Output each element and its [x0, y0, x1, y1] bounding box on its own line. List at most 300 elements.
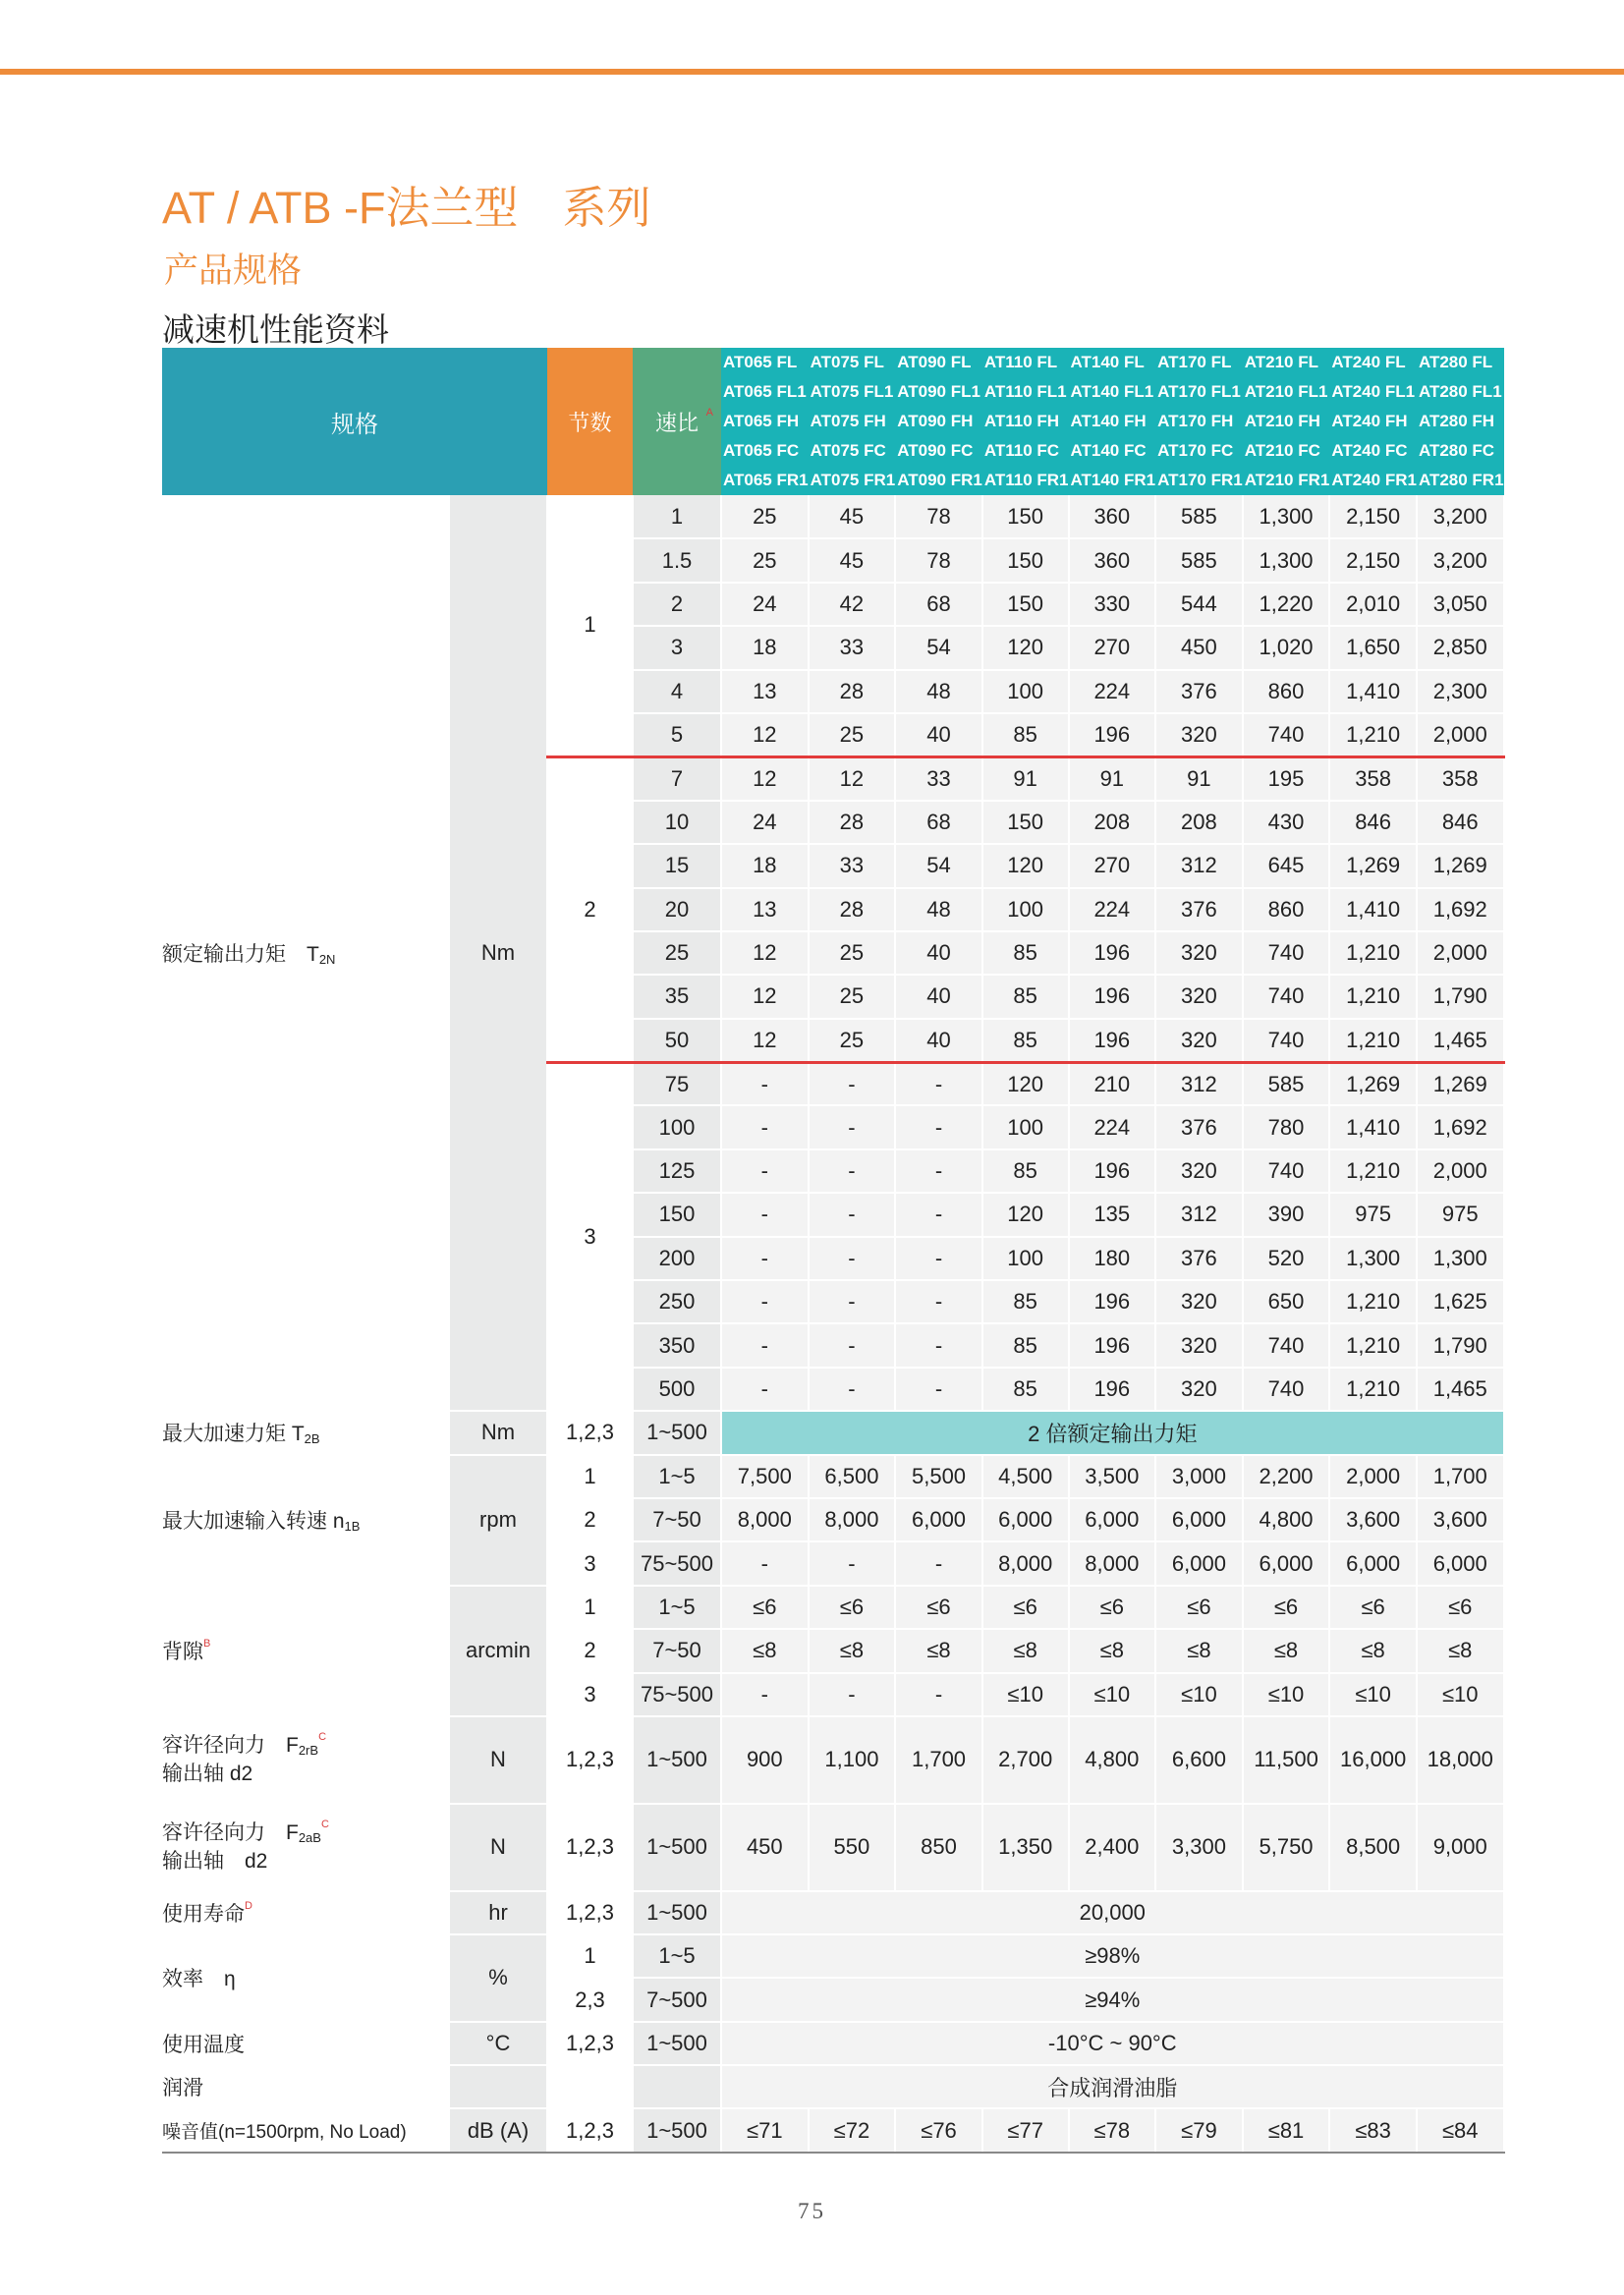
data-cell: 2,000	[1417, 713, 1504, 756]
table-body	[162, 495, 1504, 2153]
data-cell: 150	[982, 801, 1069, 844]
header-model-column	[1069, 348, 1156, 495]
stage-cell: 2,3	[547, 1978, 633, 2021]
data-cell: 208	[1155, 801, 1243, 844]
data-cell: 68	[895, 583, 982, 626]
data-cell: 91	[1069, 756, 1156, 800]
efficiency-value: ≥94%	[721, 1978, 1504, 2021]
data-cell: 12	[809, 756, 896, 800]
data-cell: 85	[982, 1280, 1069, 1323]
accel-torque-unit: Nm	[449, 1411, 547, 1454]
data-cell: 78	[895, 538, 982, 582]
model-name: AT075 FC	[810, 441, 886, 460]
data-cell: 860	[1243, 670, 1330, 713]
accel-torque-text: 最大加速力矩 T	[162, 1423, 305, 1446]
header-ratio-label: 速比	[654, 410, 699, 435]
data-cell: 320	[1155, 1149, 1243, 1193]
table-header	[162, 348, 1504, 495]
data-cell: ≤6	[1155, 1586, 1243, 1629]
ratio-cell: 75	[633, 1062, 721, 1105]
radial_force-ratio: 1~500	[633, 1716, 721, 1804]
data-cell: 5,750	[1243, 1804, 1330, 1891]
model-name: AT065 FH	[723, 412, 800, 430]
data-cell: 312	[1155, 1062, 1243, 1105]
header-model-column	[1417, 348, 1504, 495]
data-cell: 450	[1155, 626, 1243, 669]
data-cell: -	[721, 1323, 809, 1367]
data-cell: 1,269	[1329, 1062, 1417, 1105]
data-cell: ≤8	[982, 1629, 1069, 1672]
data-cell: -	[809, 1149, 896, 1193]
backlash-text: 背隙	[162, 1641, 203, 1664]
data-cell: 42	[809, 583, 896, 626]
model-name: AT140 FH	[1070, 412, 1147, 430]
accel-torque-value: 2 倍额定输出力矩	[721, 1411, 1504, 1454]
data-cell: -	[895, 1105, 982, 1148]
data-cell: 195	[1243, 756, 1330, 800]
model-name: AT280 FL1	[1418, 382, 1502, 401]
data-cell: 1,700	[895, 1716, 982, 1804]
data-cell: ≤6	[809, 1586, 896, 1629]
temperature-unit: °C	[449, 2022, 547, 2065]
data-cell: 1,410	[1329, 670, 1417, 713]
axial-force-label	[162, 1804, 449, 1891]
data-cell: 320	[1155, 1368, 1243, 1411]
life-mark: D	[245, 1899, 252, 1912]
data-cell: 100	[982, 1237, 1069, 1280]
lubrication-stage	[547, 2065, 633, 2108]
data-cell: 4,500	[982, 1455, 1069, 1498]
data-cell: 645	[1243, 844, 1330, 887]
input-speed-unit: rpm	[449, 1455, 547, 1586]
data-cell: 8,000	[982, 1541, 1069, 1585]
data-cell: 196	[1069, 931, 1156, 975]
data-cell: 1,210	[1329, 975, 1417, 1018]
data-cell: 1,210	[1329, 1149, 1417, 1193]
backlash-unit: arcmin	[449, 1586, 547, 1716]
data-cell: 16,000	[1329, 1716, 1417, 1804]
life-text: 使用寿命	[162, 1902, 245, 1926]
noise-unit: dB (A)	[449, 2108, 547, 2152]
data-cell: 430	[1243, 801, 1330, 844]
model-name: AT140 FC	[1070, 441, 1147, 460]
data-cell: 450	[721, 1804, 809, 1891]
data-cell: ≤6	[1329, 1586, 1417, 1629]
model-name: AT090 FL	[897, 353, 972, 371]
ratio-cell: 7~500	[633, 1978, 721, 2021]
data-cell: -	[809, 1673, 896, 1716]
data-cell: 120	[982, 626, 1069, 669]
data-cell: 780	[1243, 1105, 1330, 1148]
data-cell: ≤77	[982, 2108, 1069, 2152]
model-name: AT075 FL1	[810, 382, 894, 401]
model-name: AT075 FR1	[810, 471, 896, 489]
model-name: AT280 FL	[1418, 353, 1493, 371]
model-name: AT110 FL1	[983, 382, 1067, 401]
efficiency-label: 效率 η	[162, 1934, 449, 2022]
data-cell: 1,269	[1417, 844, 1504, 887]
data-cell: 1,210	[1329, 1368, 1417, 1411]
data-cell: 975	[1417, 1193, 1504, 1236]
accel-torque-stage: 1,2,3	[547, 1411, 633, 1454]
header-model-column	[721, 348, 809, 495]
data-cell: 5,500	[895, 1455, 982, 1498]
model-name: AT240 FC	[1331, 441, 1408, 460]
data-cell: 12	[721, 756, 809, 800]
data-cell: 180	[1069, 1237, 1156, 1280]
data-cell: 1,100	[809, 1716, 896, 1804]
data-cell: 358	[1417, 756, 1504, 800]
model-name: AT280 FH	[1418, 412, 1495, 430]
data-cell: ≤6	[721, 1586, 809, 1629]
axial_force-shaft: 输出轴 d2	[162, 1849, 268, 1873]
data-cell: 376	[1155, 1237, 1243, 1280]
data-cell: 120	[982, 1062, 1069, 1105]
data-cell: 224	[1069, 1105, 1156, 1148]
header-ratio	[633, 348, 721, 495]
data-cell: 2,300	[1417, 670, 1504, 713]
data-cell: 25	[809, 1019, 896, 1062]
data-cell: 13	[721, 670, 809, 713]
data-cell: ≤79	[1155, 2108, 1243, 2152]
lubrication-label: 润滑	[162, 2065, 449, 2108]
stage-cell: 2	[547, 1498, 633, 1541]
rated-torque-label	[162, 495, 449, 1411]
data-cell: 1,269	[1417, 1062, 1504, 1105]
data-cell: 900	[721, 1716, 809, 1804]
data-cell: 2,400	[1069, 1804, 1156, 1891]
ratio-cell: 4	[633, 670, 721, 713]
data-cell: 3,050	[1417, 583, 1504, 626]
data-cell: -	[809, 1368, 896, 1411]
data-cell: ≤6	[1069, 1586, 1156, 1629]
data-cell: 33	[809, 626, 896, 669]
data-cell: 2,010	[1329, 583, 1417, 626]
data-cell: -	[895, 1280, 982, 1323]
data-cell: -	[895, 1062, 982, 1105]
data-cell: 740	[1243, 931, 1330, 975]
data-cell: 28	[809, 801, 896, 844]
data-cell: ≤8	[1155, 1629, 1243, 1672]
data-cell: 196	[1069, 975, 1156, 1018]
stage-cell: 3	[547, 1062, 633, 1411]
data-cell: 85	[982, 931, 1069, 975]
data-cell: -	[895, 1193, 982, 1236]
data-cell: 196	[1069, 1280, 1156, 1323]
data-cell: -	[895, 1323, 982, 1367]
data-cell: 1,210	[1329, 931, 1417, 975]
data-cell: ≤76	[895, 2108, 982, 2152]
model-name: AT110 FL	[983, 353, 1058, 371]
header-model-column	[982, 348, 1069, 495]
input-speed-text: 最大加速输入转速	[162, 1510, 327, 1534]
ratio-cell: 2	[633, 583, 721, 626]
data-cell: 33	[895, 756, 982, 800]
data-cell: 550	[809, 1804, 896, 1891]
model-name: AT210 FL	[1244, 353, 1318, 371]
ratio-cell: 1.5	[633, 538, 721, 582]
data-cell: 1,692	[1417, 888, 1504, 931]
data-cell: 2,850	[1417, 626, 1504, 669]
data-cell: 91	[1155, 756, 1243, 800]
ratio-cell: 200	[633, 1237, 721, 1280]
data-cell: ≤8	[721, 1629, 809, 1672]
efficiency-unit: %	[449, 1934, 547, 2022]
data-cell: 1,269	[1329, 844, 1417, 887]
data-cell: 100	[982, 1105, 1069, 1148]
data-cell: -	[721, 1105, 809, 1148]
model-name: AT110 FH	[983, 412, 1060, 430]
data-cell: 1,410	[1329, 1105, 1417, 1148]
data-cell: 100	[982, 888, 1069, 931]
data-cell: 91	[982, 756, 1069, 800]
ratio-cell: 1~5	[633, 1586, 721, 1629]
data-cell: 48	[895, 888, 982, 931]
accel-torque-ratio: 1~500	[633, 1411, 721, 1454]
data-cell: 390	[1243, 1193, 1330, 1236]
data-cell: 2,000	[1329, 1455, 1417, 1498]
data-cell: 270	[1069, 626, 1156, 669]
data-cell: 1,650	[1329, 626, 1417, 669]
data-cell: 1,020	[1243, 626, 1330, 669]
data-cell: 18,000	[1417, 1716, 1504, 1804]
page-number: 75	[798, 2199, 826, 2223]
top-accent-line	[0, 69, 1624, 75]
ratio-cell: 15	[633, 844, 721, 887]
model-name: AT075 FL	[810, 353, 884, 371]
model-name: AT170 FC	[1157, 441, 1234, 460]
data-cell: 9,000	[1417, 1804, 1504, 1891]
data-cell: 312	[1155, 844, 1243, 887]
page-subtitle: 产品规格	[164, 252, 303, 290]
data-cell: 6,000	[1243, 1541, 1330, 1585]
data-cell: 860	[1243, 888, 1330, 931]
data-cell: 54	[895, 626, 982, 669]
data-cell: 100	[982, 670, 1069, 713]
data-cell: ≤8	[1329, 1629, 1417, 1672]
header-model-column	[809, 348, 896, 495]
data-cell: -	[895, 1368, 982, 1411]
data-cell: 320	[1155, 931, 1243, 975]
ratio-cell: 7~50	[633, 1498, 721, 1541]
model-name: AT240 FR1	[1331, 471, 1417, 489]
data-cell: -	[895, 1673, 982, 1716]
stage-cell: 3	[547, 1673, 633, 1716]
data-cell: 6,000	[1069, 1498, 1156, 1541]
data-cell: -	[721, 1368, 809, 1411]
ratio-cell: 350	[633, 1323, 721, 1367]
data-cell: 3,600	[1417, 1498, 1504, 1541]
data-cell: 18	[721, 844, 809, 887]
data-cell: 1,220	[1243, 583, 1330, 626]
data-cell: 120	[982, 1193, 1069, 1236]
noise-stage: 1,2,3	[547, 2108, 633, 2152]
data-cell: 740	[1243, 1019, 1330, 1062]
temperature-stage: 1,2,3	[547, 2022, 633, 2065]
data-cell: ≤6	[895, 1586, 982, 1629]
radial-force-label	[162, 1716, 449, 1804]
data-cell: ≤8	[895, 1629, 982, 1672]
data-cell: 196	[1069, 1149, 1156, 1193]
data-cell: -	[809, 1280, 896, 1323]
life-label	[162, 1891, 449, 1934]
data-cell: 1,300	[1243, 538, 1330, 582]
data-cell: 2,150	[1329, 538, 1417, 582]
data-cell: ≤8	[1243, 1629, 1330, 1672]
data-cell: 68	[895, 801, 982, 844]
model-name: AT210 FC	[1244, 441, 1320, 460]
data-cell: 196	[1069, 1323, 1156, 1367]
data-cell: 1,625	[1417, 1280, 1504, 1323]
efficiency-value: ≥98%	[721, 1934, 1504, 1978]
data-cell: 3,200	[1417, 538, 1504, 582]
noise-ratio: 1~500	[633, 2108, 721, 2152]
data-cell: 270	[1069, 844, 1156, 887]
data-cell: 1,465	[1417, 1019, 1504, 1062]
data-cell: 6,000	[982, 1498, 1069, 1541]
data-cell: ≤10	[982, 1673, 1069, 1716]
radial_force-sub: 2rB	[298, 1742, 319, 1758]
data-cell: 2,000	[1417, 931, 1504, 975]
stage-cell: 1	[547, 1455, 633, 1498]
data-cell: -	[721, 1237, 809, 1280]
model-name: AT065 FL	[723, 353, 798, 371]
data-cell: 6,000	[1155, 1498, 1243, 1541]
header-model-column	[895, 348, 982, 495]
model-name: AT210 FL1	[1244, 382, 1328, 401]
data-cell: 1,210	[1329, 1280, 1417, 1323]
data-cell: 85	[982, 1019, 1069, 1062]
data-cell: 740	[1243, 1368, 1330, 1411]
lubrication-value: 合成润滑油脂	[721, 2065, 1504, 2108]
data-cell: 7,500	[721, 1455, 809, 1498]
axial_force-stage: 1,2,3	[547, 1804, 633, 1891]
stage-cell: 2	[547, 1629, 633, 1672]
data-cell: 150	[982, 583, 1069, 626]
data-cell: 3,000	[1155, 1455, 1243, 1498]
data-cell: 40	[895, 931, 982, 975]
data-cell: 120	[982, 844, 1069, 887]
data-cell: ≤10	[1329, 1673, 1417, 1716]
model-name: AT170 FH	[1157, 412, 1234, 430]
data-cell: 78	[895, 495, 982, 538]
data-cell: ≤84	[1417, 2108, 1504, 2152]
life-stage: 1,2,3	[547, 1891, 633, 1934]
ratio-cell: 5	[633, 713, 721, 756]
data-cell: 4,800	[1243, 1498, 1330, 1541]
lubrication-unit	[449, 2065, 547, 2108]
ratio-cell: 125	[633, 1149, 721, 1193]
data-cell: 376	[1155, 1105, 1243, 1148]
stage-cell: 2	[547, 756, 633, 1062]
data-cell: 54	[895, 844, 982, 887]
data-cell: -	[809, 1541, 896, 1585]
ratio-cell: 10	[633, 801, 721, 844]
data-cell: 12	[721, 1019, 809, 1062]
data-cell: 24	[721, 583, 809, 626]
data-cell: 85	[982, 1149, 1069, 1193]
data-cell: 85	[982, 1323, 1069, 1367]
data-cell: -	[721, 1280, 809, 1323]
data-cell: ≤71	[721, 2108, 809, 2152]
data-cell: 85	[982, 713, 1069, 756]
data-cell: 48	[895, 670, 982, 713]
model-name: AT075 FH	[810, 412, 886, 430]
temperature-ratio: 1~500	[633, 2022, 721, 2065]
model-name: AT280 FR1	[1418, 471, 1504, 489]
data-cell: 13	[721, 888, 809, 931]
data-cell: 25	[721, 538, 809, 582]
ratio-cell: 500	[633, 1368, 721, 1411]
ratio-cell: 1	[633, 495, 721, 538]
rated-torque-text: 额定输出力矩 T	[162, 942, 319, 966]
model-name: AT240 FL	[1331, 353, 1406, 371]
data-cell: 3,500	[1069, 1455, 1156, 1498]
data-cell: 850	[895, 1804, 982, 1891]
data-cell: 196	[1069, 1368, 1156, 1411]
ratio-cell: 50	[633, 1019, 721, 1062]
data-cell: 85	[982, 1368, 1069, 1411]
backlash-label	[162, 1586, 449, 1716]
model-name: AT140 FR1	[1070, 471, 1156, 489]
data-cell: -	[895, 1237, 982, 1280]
axial_force-sub: 2aB	[298, 1829, 321, 1845]
data-cell: 846	[1417, 801, 1504, 844]
input-speed-sym: n	[332, 1510, 345, 1534]
data-cell: 4,800	[1069, 1716, 1156, 1804]
data-cell: 6,600	[1155, 1716, 1243, 1804]
data-cell: 3,600	[1329, 1498, 1417, 1541]
data-cell: 8,000	[721, 1498, 809, 1541]
ratio-cell: 7	[633, 756, 721, 800]
data-cell: ≤8	[1417, 1629, 1504, 1672]
data-cell: ≤8	[809, 1629, 896, 1672]
data-cell: 210	[1069, 1062, 1156, 1105]
data-cell: 740	[1243, 1149, 1330, 1193]
data-cell: 740	[1243, 1323, 1330, 1367]
stage-cell: 1	[547, 495, 633, 756]
data-cell: 208	[1069, 801, 1156, 844]
header-model-column	[1155, 348, 1243, 495]
stage-cell: 3	[547, 1541, 633, 1585]
data-cell: 40	[895, 1019, 982, 1062]
data-cell: 1,350	[982, 1804, 1069, 1891]
data-cell: 6,500	[809, 1455, 896, 1498]
data-cell: 360	[1069, 538, 1156, 582]
model-name: AT280 FC	[1418, 441, 1495, 460]
data-cell: -	[721, 1673, 809, 1716]
data-cell: 12	[721, 975, 809, 1018]
data-cell: 224	[1069, 888, 1156, 931]
radial_force-shaft: 输出轴 d2	[162, 1762, 253, 1785]
data-cell: 1,465	[1417, 1368, 1504, 1411]
data-cell: 33	[809, 844, 896, 887]
model-name: AT210 FR1	[1244, 471, 1330, 489]
radial_force-text: 容许径向力 F	[162, 1733, 299, 1757]
data-cell: 12	[721, 713, 809, 756]
data-cell: 8,000	[1069, 1541, 1156, 1585]
data-cell: 18	[721, 626, 809, 669]
life-value: 20,000	[721, 1891, 1504, 1934]
data-cell: 1,210	[1329, 713, 1417, 756]
header-model-column	[1243, 348, 1330, 495]
model-name: AT065 FC	[723, 441, 800, 460]
accel-torque-label	[162, 1411, 449, 1454]
data-cell: 975	[1329, 1193, 1417, 1236]
data-cell: 12	[721, 931, 809, 975]
data-cell: 1,210	[1329, 1323, 1417, 1367]
data-cell: 2,200	[1243, 1455, 1330, 1498]
